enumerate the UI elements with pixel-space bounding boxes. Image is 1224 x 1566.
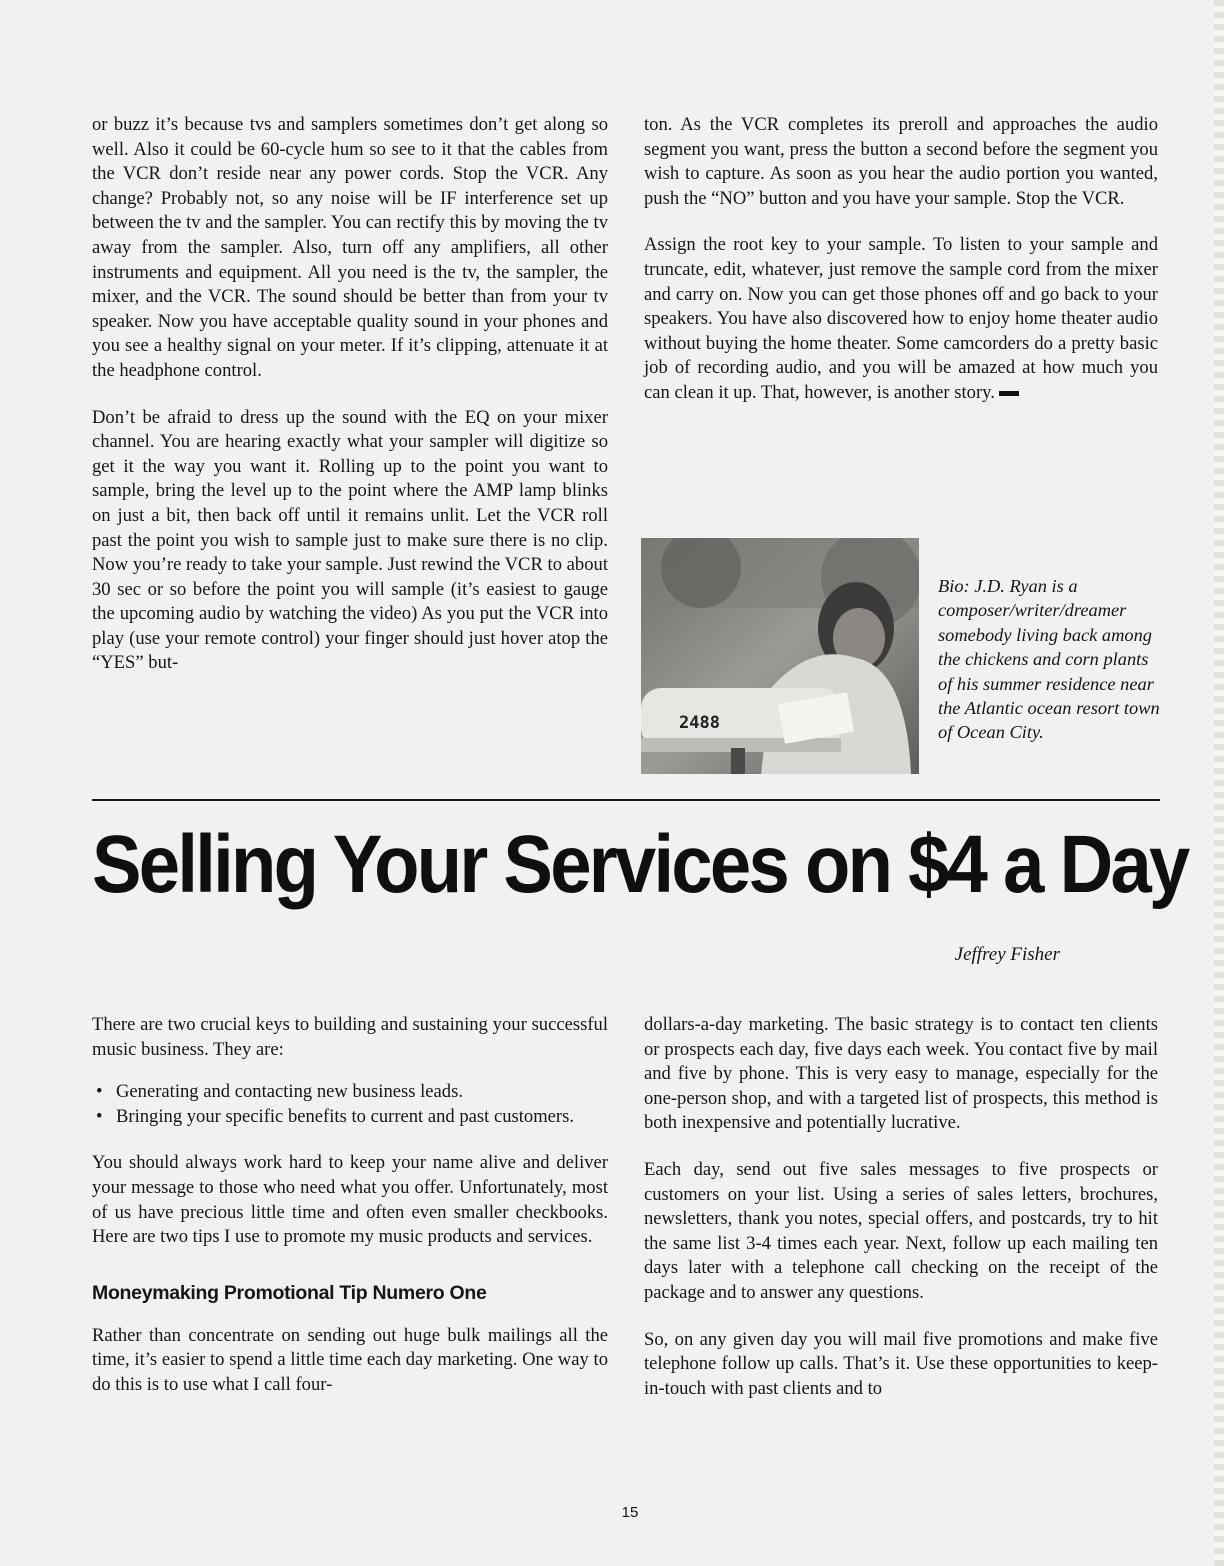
author-photo <box>641 538 919 774</box>
paragraph: or buzz it’s because tvs and samplers sometimes don’t get along so well. Also it could be 60-cycle hum so see to it that the cables from the VCR don’t reside near any power cords. Stop the VCR. Any change? Probably not, so any noise will be IF interference set up between the tv and the sampler. You can rectify this by moving the tv away from the sampler. Also, turn off any amplifiers, all other instruments and equipment. All you need is the tv, the sampler, the mixer, and the VCR. The sound should be better than from your tv speaker. Now you have acceptable quality sound in your phones and you see a healthy signal on your meter. If it’s clipping, attenuate it at the headphone control. <box>92 114 608 381</box>
paragraph: There are two crucial keys to building and sustaining your successful music business. They are: <box>92 1014 608 1060</box>
author-bio: Bio: J.D. Ryan is a composer/writer/dreamer somebody living back among the chickens and corn plants of his summer residence near the Atlantic ocean resort town of Ocean City. <box>938 576 1160 743</box>
page-number: 15 <box>621 1504 639 1521</box>
article-left-column <box>92 1013 608 1398</box>
section-heading: Moneymaking Promotional Tip Numero One <box>92 1281 487 1304</box>
top-left-column <box>92 113 608 676</box>
article-title: Selling Your Services on $4 a Day <box>92 819 1188 910</box>
list-item: • Bringing your specific benefits to current and past customers. <box>92 1105 608 1130</box>
paragraph: Assign the root key to your sample. To listen to your sample and truncate, edit, whatever, just remove the sample cord from the mixer and carry on. Now you can get those phones off and go back to your speakers. You have also discovered how to enjoy home theater audio without buying the home theater. Some camcorders do a pretty basic job of recording audio, and you will be amazed at how much you can clean it up. That, however, is another story. <box>644 234 1158 403</box>
paragraph: So, on any given day you will mail five promotions and make five telephone follow up calls. That’s it. Use these opportunities to keep-in-touch with past clients and to <box>644 1328 1158 1399</box>
page-edge <box>1214 0 1224 1566</box>
paragraph: ton. As the VCR completes its preroll and approaches the audio segment you want, press the button a second before the segment you wish to capture. As soon as you hear the audio portion you wanted, push the “NO” button and you have your sample. Stop the VCR. <box>644 114 1158 209</box>
paragraph: Don’t be afraid to dress up the sound with the EQ on your mixer channel. You are hearing exactly what your sampler will digitize so get it the way you want it. Rolling up to the point you want to sample, bring the level up to the point where the AMP lamp blinks on just a bit, then back off until it remains unlit. Let the VCR roll past the point you wish to sample just to make sure there is no clip. Now you’re ready to take your sample. Just rewind the VCR to about 30 sec or so before the point you will sample (it’s easiest to gauge the upcoming audio by watching the video) As you put the VCR into play (use your remote control) your finger should just hover atop the “YES” but- <box>92 406 608 674</box>
paragraph: You should always work hard to keep your name alive and deliver your message to those who need what you offer. Unfortunately, most of us have precious little time and often even smaller checkbooks. Here are two tips I use to promote my music products and services. <box>92 1152 608 1248</box>
paragraph: Rather than concentrate on sending out huge bulk mailings all the time, it’s easier to spend a little time each day marketing. One way to do this is to use what I call four- <box>92 1324 608 1395</box>
end-of-article-mark <box>999 391 1019 396</box>
photo-illustration <box>641 538 919 774</box>
paragraph: Each day, send out five sales messages to five prospects or customers on your list. Using a series of sales letters, brochures, newsletters, thank you notes, special offers, and postcards, try to hit the same list 3-4 times each year. Next, follow up each mailing ten days later with a telephone call checking on the receipt of the package and to answer any questions. <box>644 1158 1158 1303</box>
section-divider <box>92 799 1160 801</box>
article-right-column <box>644 1013 1158 1401</box>
paragraph-ending <box>644 233 1158 405</box>
article-author: Jeffrey Fisher <box>954 944 1060 965</box>
top-right-column <box>644 113 1158 406</box>
list-item: • Generating and contacting new business leads. <box>92 1080 608 1105</box>
key-list <box>92 1080 608 1129</box>
mailbox-number: 2488 <box>679 713 720 733</box>
paragraph: dollars-a-day marketing. The basic strategy is to contact ten clients or prospects each day, five days each week. You contact five by mail and five by phone. This is very easy to manage, especially for the one-person shop, and with a targeted list of prospects, this method is both inexpensive and potentially lucrative. <box>644 1014 1158 1134</box>
